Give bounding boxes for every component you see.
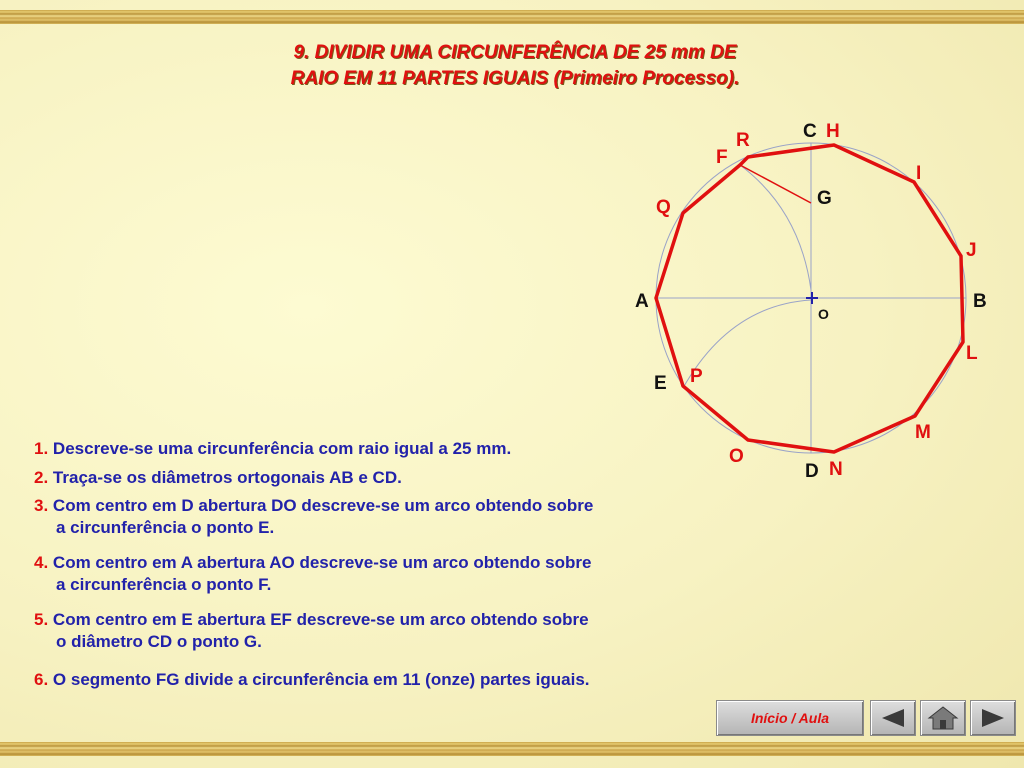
step-text: Com centro em D abertura DO descreve-se um arco obtendo sobre xyxy=(52,496,594,515)
top-decorative-band xyxy=(0,10,1024,24)
label-a: A xyxy=(635,291,649,312)
step-2 xyxy=(34,467,402,489)
title-line-1: 9. DIVIDIR UMA CIRCUNFERÊNCIA DE 25 mm DE xyxy=(293,42,737,63)
home-button[interactable] xyxy=(920,700,966,736)
label-i: I xyxy=(916,163,922,184)
label-h: H xyxy=(826,121,840,142)
label-e: E xyxy=(654,373,667,394)
label-n: N xyxy=(829,459,843,480)
house-icon xyxy=(927,705,959,731)
label-f: F xyxy=(716,147,728,168)
step-number: 6. xyxy=(34,670,49,689)
previous-button[interactable] xyxy=(870,700,916,736)
title-line-2: RAIO EM 11 PARTES IGUAIS (Primeiro Processo). xyxy=(290,68,740,89)
step-number: 5. xyxy=(34,610,49,629)
step-3 xyxy=(34,495,593,539)
circle-division-diagram xyxy=(600,110,1020,490)
step-number: 4. xyxy=(34,553,49,572)
label-d: D xyxy=(805,461,819,482)
step-text: Com centro em A abertura AO descreve-se um arco obtendo sobre xyxy=(52,553,592,572)
step-number: 1. xyxy=(34,439,49,458)
triangle-left-icon xyxy=(878,707,908,729)
step-4 xyxy=(34,552,591,596)
label-m: M xyxy=(915,422,931,443)
step-number: 3. xyxy=(34,496,49,515)
label-g: G xyxy=(817,188,832,209)
step-continuation: o diâmetro CD o ponto G. xyxy=(56,632,262,651)
label-o-center: O xyxy=(818,306,829,322)
segment-fg xyxy=(740,165,811,203)
bottom-decorative-band xyxy=(0,742,1024,756)
step-6 xyxy=(34,669,590,691)
inicio-aula-button[interactable] xyxy=(716,700,864,736)
label-c: C xyxy=(803,121,817,142)
step-text: Descreve-se uma circunferência com raio igual a 25 mm. xyxy=(52,439,512,458)
step-5 xyxy=(34,609,589,653)
label-p: P xyxy=(690,366,703,387)
step-text: Traça-se os diâmetros ortogonais AB e CD. xyxy=(52,468,402,487)
label-q: Q xyxy=(656,197,671,218)
inicio-aula-label: Início / Aula xyxy=(750,710,830,726)
step-continuation: a circunferência o ponto F. xyxy=(56,575,272,594)
step-continuation: a circunferência o ponto E. xyxy=(56,518,275,537)
step-1 xyxy=(34,438,511,460)
step-text: O segmento FG divide a circunferência em 11 (onze) partes iguais. xyxy=(52,670,590,689)
next-button[interactable] xyxy=(970,700,1016,736)
label-b: B xyxy=(973,291,987,312)
triangle-right-icon xyxy=(978,707,1008,729)
step-text: Com centro em E abertura EF descreve-se um arco obtendo sobre xyxy=(52,610,589,629)
label-l: L xyxy=(966,343,978,364)
step-number: 2. xyxy=(34,468,49,487)
page-title xyxy=(150,40,880,92)
label-o: O xyxy=(729,446,744,467)
label-j: J xyxy=(966,240,977,261)
label-r: R xyxy=(736,130,750,151)
